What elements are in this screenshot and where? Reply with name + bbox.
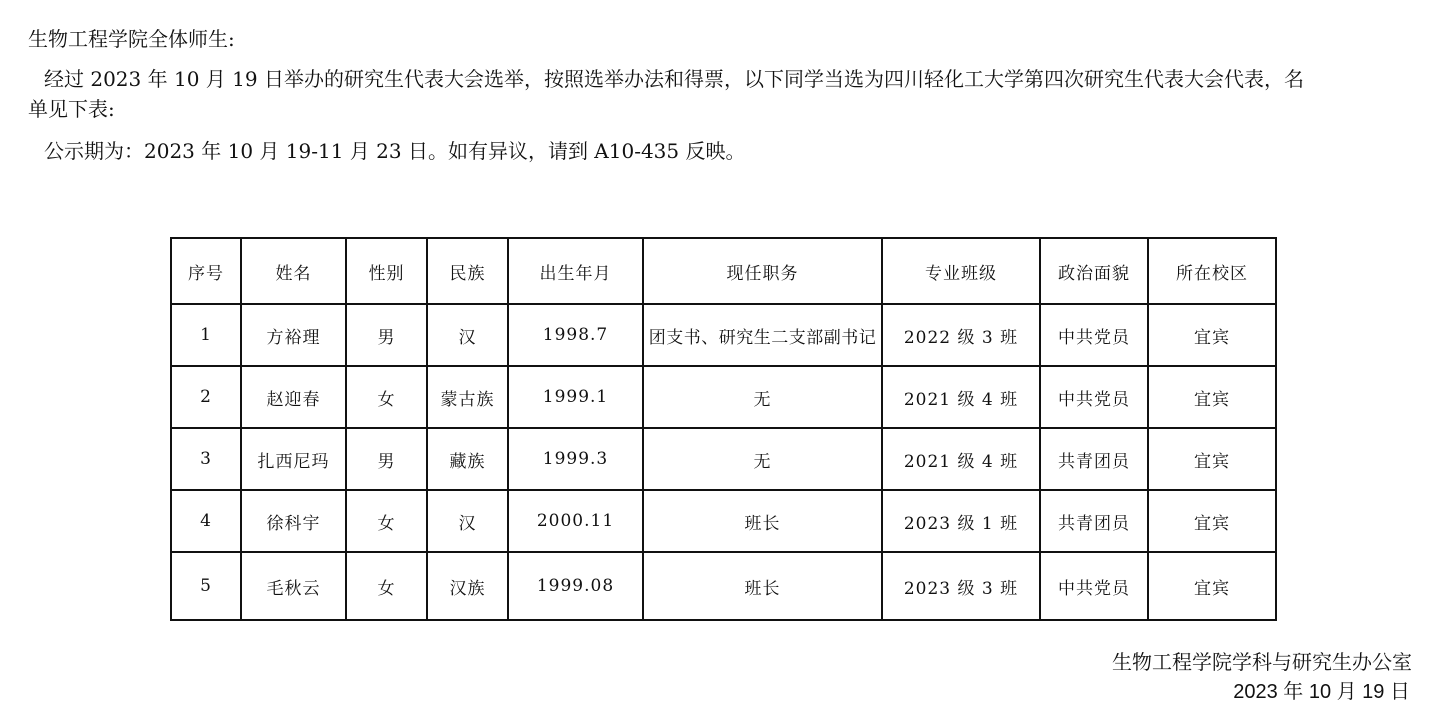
representatives-table (170, 237, 1277, 621)
cell-birth: 2000.11 (508, 490, 643, 552)
cell-name: 扎西尼玛 (241, 428, 346, 490)
issue-date: 2023 年 10 月 19 日 (1233, 681, 1410, 703)
election-paragraph-line-2: 单见下表: (28, 97, 115, 121)
cell-position: 无 (643, 428, 882, 490)
table-row (171, 304, 1276, 366)
cell-class: 2022 级 3 班 (882, 304, 1040, 366)
salutation: 生物工程学院全体师生: (28, 27, 235, 51)
cell-class: 2023 级 3 班 (882, 552, 1040, 620)
cell-class: 2021 级 4 班 (882, 366, 1040, 428)
cell-birth: 1999.08 (508, 552, 643, 620)
cell-campus: 宜宾 (1148, 304, 1276, 366)
cell-political-status: 中共党员 (1040, 366, 1148, 428)
table-row (171, 428, 1276, 490)
cell-gender: 女 (346, 552, 427, 620)
cell-ethnicity: 汉 (427, 490, 508, 552)
cell-name: 徐科宇 (241, 490, 346, 552)
cell-ethnicity: 蒙古族 (427, 366, 508, 428)
cell-position: 班长 (643, 490, 882, 552)
cell-name: 毛秋云 (241, 552, 346, 620)
cell-political-status: 共青团员 (1040, 490, 1148, 552)
cell-index: 2 (171, 366, 241, 428)
cell-campus: 宜宾 (1148, 366, 1276, 428)
table-row (171, 490, 1276, 552)
cell-campus: 宜宾 (1148, 428, 1276, 490)
cell-position: 团支书、研究生二支部副书记 (643, 304, 882, 366)
cell-gender: 男 (346, 428, 427, 490)
table-row (171, 552, 1276, 620)
cell-gender: 女 (346, 490, 427, 552)
header-class: 专业班级 (882, 238, 1040, 304)
header-birth: 出生年月 (508, 238, 643, 304)
cell-position: 班长 (643, 552, 882, 620)
cell-birth: 1999.3 (508, 428, 643, 490)
cell-index: 5 (171, 552, 241, 620)
header-name: 姓名 (241, 238, 346, 304)
issuing-office: 生物工程学院学科与研究生办公室 (1112, 650, 1412, 674)
header-position: 现任职务 (643, 238, 882, 304)
cell-political-status: 中共党员 (1040, 304, 1148, 366)
cell-birth: 1998.7 (508, 304, 643, 366)
cell-gender: 男 (346, 304, 427, 366)
cell-ethnicity: 汉 (427, 304, 508, 366)
cell-class: 2021 级 4 班 (882, 428, 1040, 490)
publicity-period-paragraph: 公示期为：2023 年 10 月 19-11 月 23 日。如有异议，请到 A10-435 反映。 (44, 139, 746, 163)
cell-index: 4 (171, 490, 241, 552)
cell-ethnicity: 藏族 (427, 428, 508, 490)
cell-index: 1 (171, 304, 241, 366)
cell-gender: 女 (346, 366, 427, 428)
cell-political-status: 共青团员 (1040, 428, 1148, 490)
table-header-row (171, 238, 1276, 304)
cell-birth: 1999.1 (508, 366, 643, 428)
cell-class: 2023 级 1 班 (882, 490, 1040, 552)
cell-political-status: 中共党员 (1040, 552, 1148, 620)
cell-campus: 宜宾 (1148, 552, 1276, 620)
cell-name: 方裕理 (241, 304, 346, 366)
cell-position: 无 (643, 366, 882, 428)
election-paragraph-line-1: 经过 2023 年 10 月 19 日举办的研究生代表大会选举，按照选举办法和得票，以下同学当选为四川轻化工大学第四次研究生代表大会代表，名 (44, 67, 1304, 91)
header-gender: 性别 (346, 238, 427, 304)
header-political-status: 政治面貌 (1040, 238, 1148, 304)
cell-ethnicity: 汉族 (427, 552, 508, 620)
header-index: 序号 (171, 238, 241, 304)
table-row (171, 366, 1276, 428)
header-campus: 所在校区 (1148, 238, 1276, 304)
cell-index: 3 (171, 428, 241, 490)
header-ethnicity: 民族 (427, 238, 508, 304)
cell-campus: 宜宾 (1148, 490, 1276, 552)
cell-name: 赵迎春 (241, 366, 346, 428)
